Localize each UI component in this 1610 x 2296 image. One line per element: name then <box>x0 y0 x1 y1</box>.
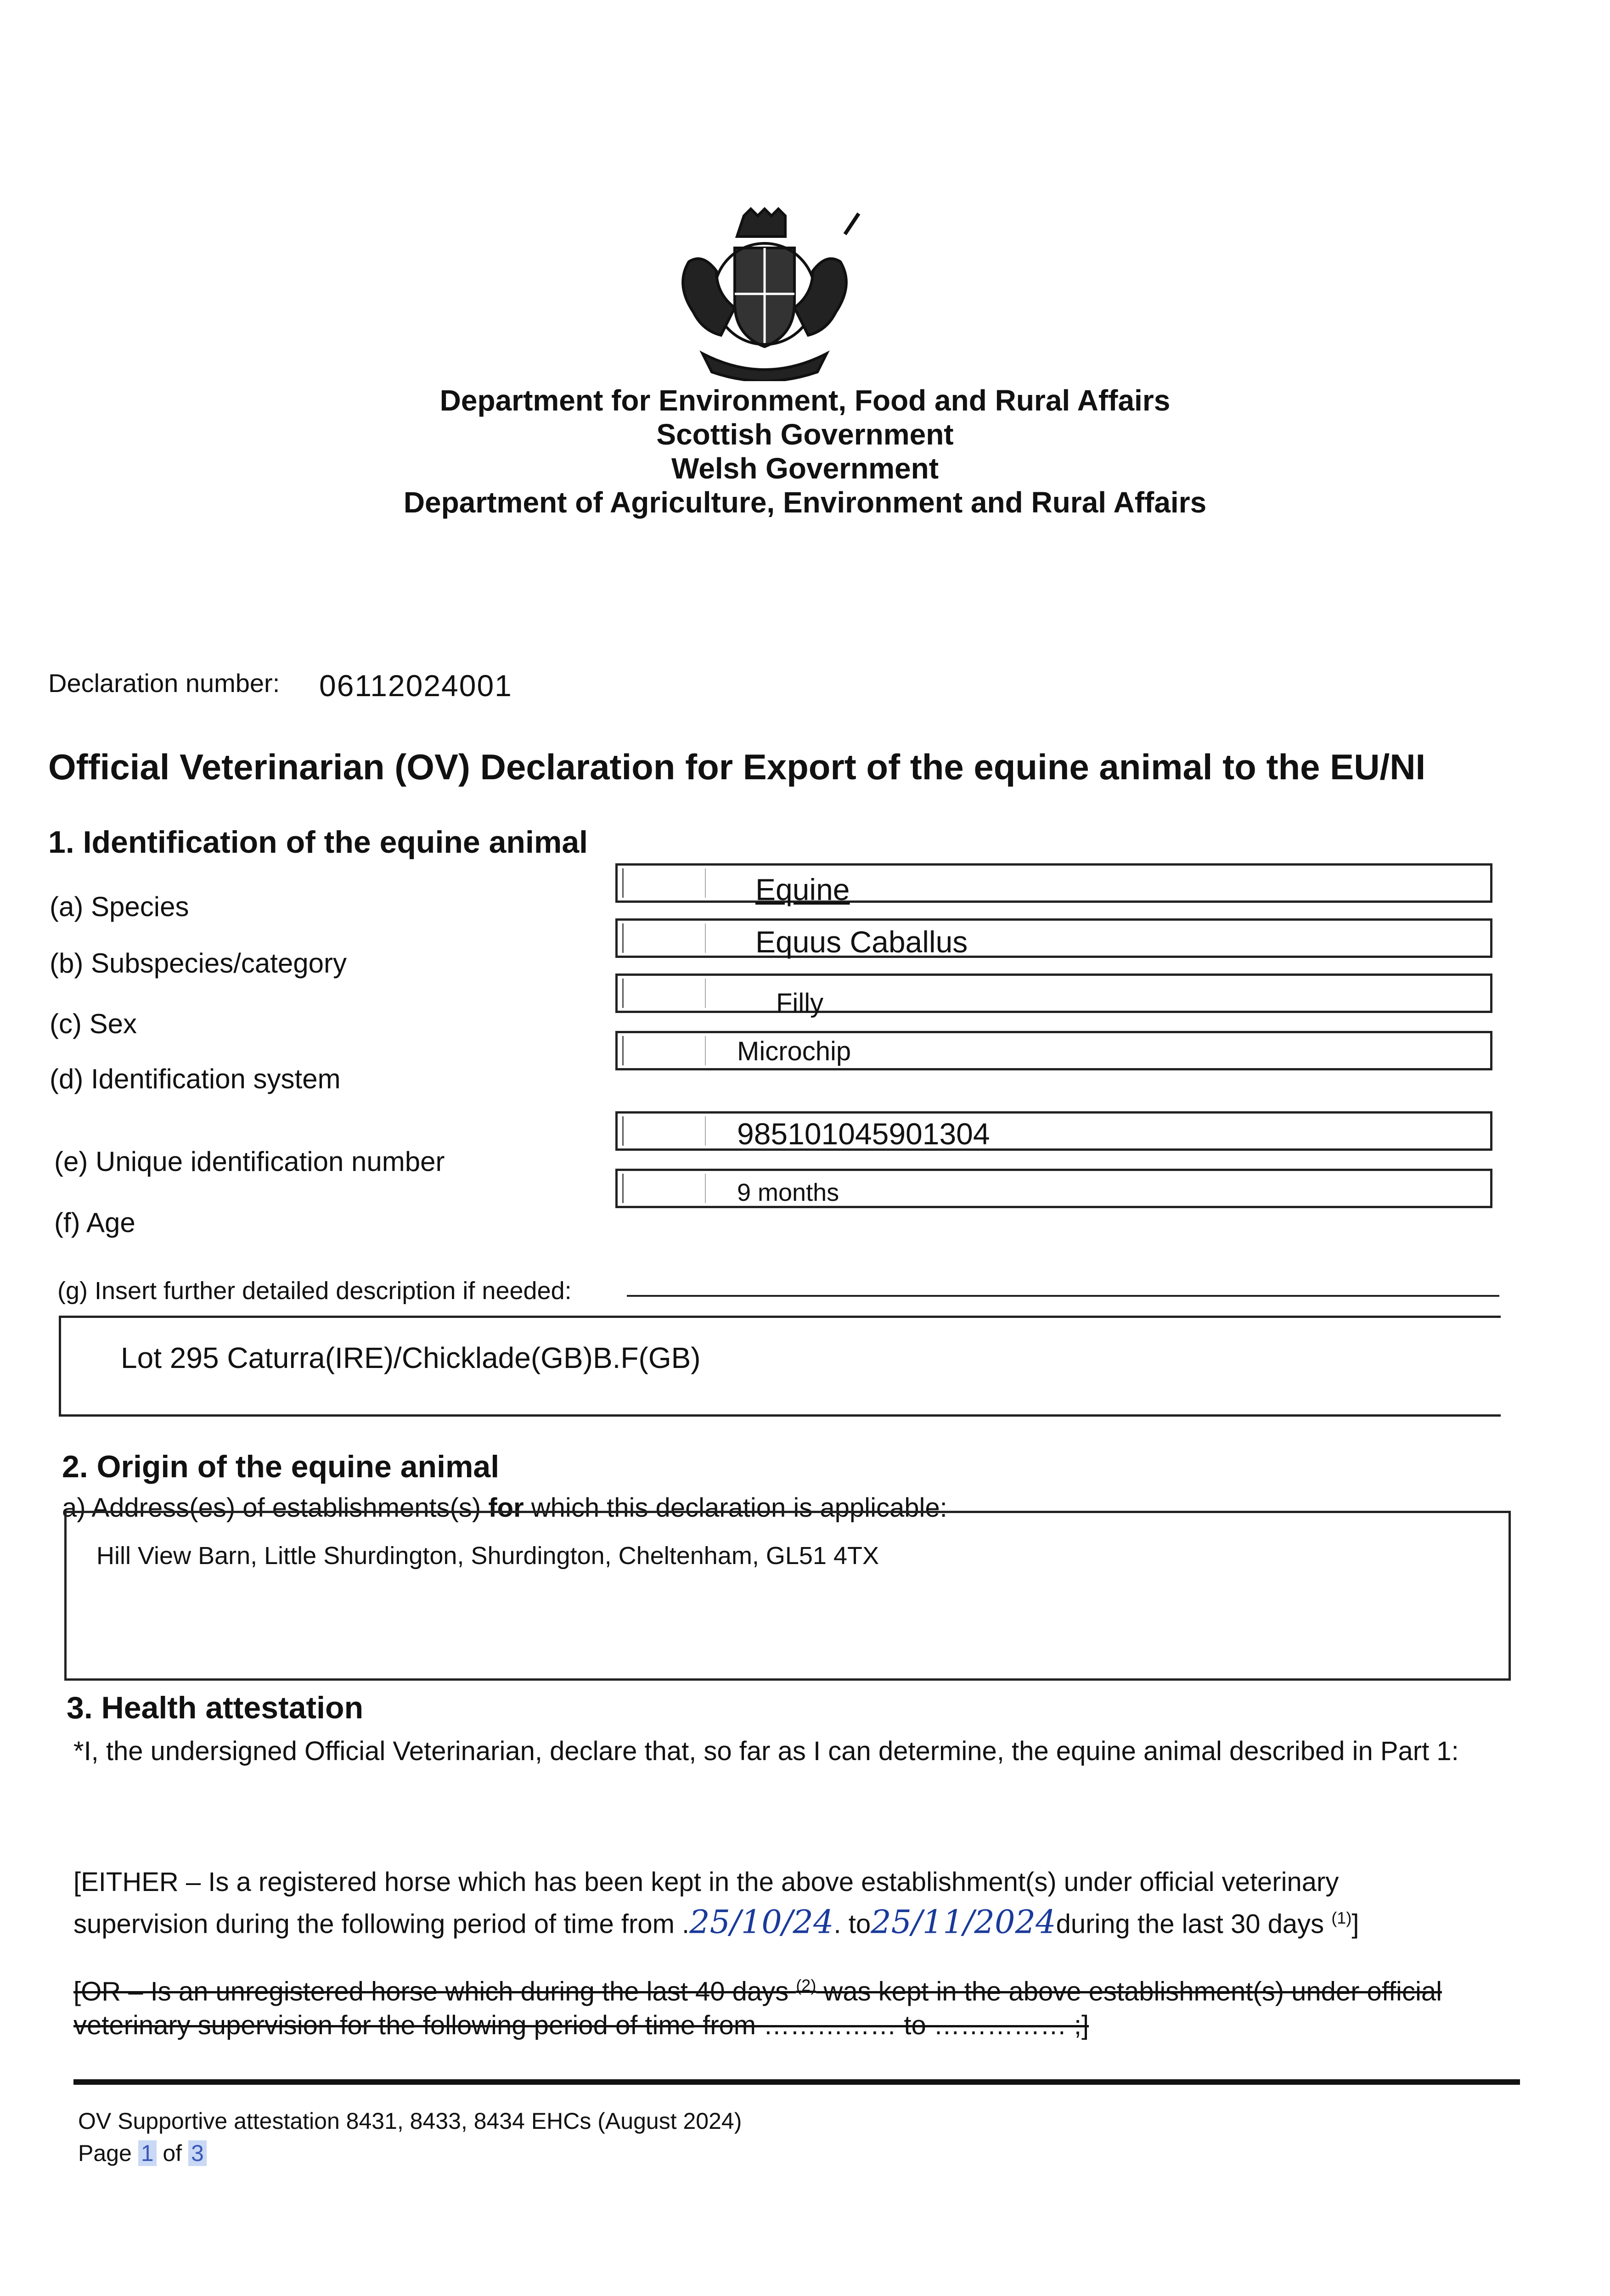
either-close: ] <box>1351 1909 1359 1939</box>
uid-value: 985101045901304 <box>737 1117 990 1151</box>
address-label-post: which this declaration is applicable: <box>524 1493 947 1523</box>
either-line2 <box>73 1898 1525 1944</box>
footer-page-number <box>78 2140 207 2167</box>
uid-label: (e) Unique identification number <box>54 1146 445 1177</box>
identification-system-value: Microchip <box>737 1036 851 1066</box>
page-of: of <box>163 2140 182 2166</box>
royal-coat-of-arms-icon <box>661 207 868 381</box>
section2-heading: 2. Origin of the equine animal <box>62 1449 500 1484</box>
species-field <box>615 863 1492 906</box>
section1-heading: 1. Identification of the equine animal <box>48 825 588 860</box>
or-footnote: (2) <box>796 1976 816 1995</box>
department-defra: Department for Environment, Food and Rural Affairs <box>439 384 1171 417</box>
identification-system-field <box>615 1031 1492 1070</box>
page-current: 1 <box>138 2140 157 2166</box>
further-description-label: (g) Insert further detailed description if needed: <box>57 1277 572 1305</box>
either-line2-post: during the last 30 days <box>1056 1909 1324 1939</box>
or-line1-pre: [OR – Is an unregistered horse which during the last 40 days <box>73 1976 796 2007</box>
department-scottish-government: Scottish Government <box>656 418 954 451</box>
sex-label: (c) Sex <box>50 1008 137 1039</box>
or-clause-struck <box>73 1965 1525 2046</box>
either-footnote: (1) <box>1331 1908 1352 1927</box>
age-value: 9 months <box>737 1179 839 1206</box>
department-daera: Department of Agriculture, Environment and Rural Affairs <box>403 486 1207 519</box>
further-label-rule <box>627 1295 1499 1297</box>
page-total: 3 <box>188 2140 207 2166</box>
department-names <box>0 383 1610 519</box>
either-clause <box>73 1862 1525 1944</box>
footer-attestation-ref: OV Supportive attestation 8431, 8433, 8434 EHCs (August 2024) <box>78 2108 742 2134</box>
or-line1 <box>73 1965 1525 2012</box>
either-line1: [EITHER – Is a registered horse which has been kept in the above establishment(s) under official veterinary <box>73 1867 1339 1897</box>
footer-divider <box>73 2079 1520 2085</box>
page-word: Page <box>78 2140 132 2166</box>
or-line2: veterinary supervision for the following period of time from …………… to …………… ;] <box>73 2010 1089 2041</box>
sex-value: Filly <box>776 988 824 1018</box>
address-box <box>64 1511 1511 1681</box>
page-title: Official Veterinarian (OV) Declaration for Export of the equine animal to the EU/NI <box>48 747 1426 787</box>
either-line2-pre: supervision during the following period of time from . <box>73 1909 690 1939</box>
address-label-bold: for <box>488 1493 524 1523</box>
sex-field <box>615 974 1492 1018</box>
subspecies-label: (b) Subspecies/category <box>50 948 347 979</box>
or-line1-post: was kept in the above establishment(s) under official <box>816 1976 1442 2007</box>
date-to-handwritten: 25/11/2024 <box>871 1903 1056 1941</box>
declaration-number-value: 06112024001 <box>319 669 512 703</box>
age-field <box>615 1169 1492 1208</box>
either-to: . to <box>833 1909 871 1939</box>
uid-field <box>615 1111 1492 1151</box>
identification-system-label: (d) Identification system <box>50 1064 341 1094</box>
department-welsh-government: Welsh Government <box>671 452 939 485</box>
age-label: (f) Age <box>54 1207 135 1238</box>
address-value: Hill View Barn, Little Shurdington, Shurdington, Cheltenham, GL51 4TX <box>96 1542 879 1570</box>
further-description-box <box>59 1316 1501 1417</box>
health-intro: *I, the undersigned Official Veterinarian, declare that, so far as I can determine, the equine animal described in Part 1: <box>73 1736 1459 1766</box>
address-label-pre: a) Address(es) of establishments(s) <box>62 1493 489 1523</box>
section3-heading: 3. Health attestation <box>67 1690 364 1725</box>
further-description-value: Lot 295 Caturra(IRE)/Chicklade(GB)B.F(GB) <box>121 1341 701 1374</box>
declaration-number-label: Declaration number: <box>48 669 280 698</box>
subspecies-value: Equus Caballus <box>755 925 968 959</box>
species-label: (a) Species <box>50 891 189 922</box>
subspecies-field <box>615 918 1492 958</box>
date-from-handwritten: 25/10/24 <box>689 1903 834 1941</box>
species-value: Equine <box>755 872 850 906</box>
